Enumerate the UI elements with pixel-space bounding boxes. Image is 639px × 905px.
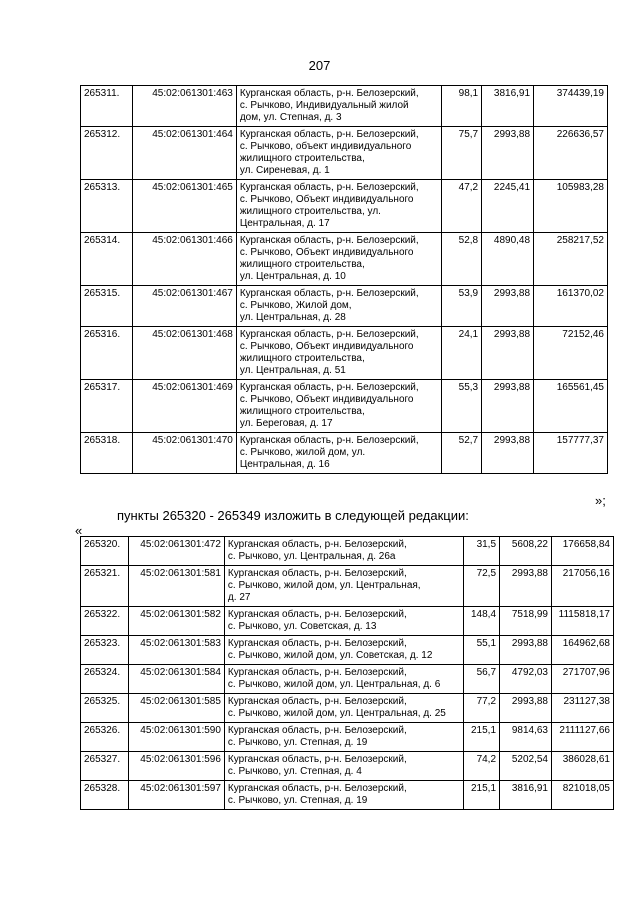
address-line: Курганская область, р-н. Белозерский, — [227, 568, 407, 579]
cadastral-value-cell: 217056,16 — [551, 566, 613, 607]
rate-cell: 2993,88 — [482, 127, 534, 180]
rate-cell: 2993,88 — [500, 636, 552, 665]
cadastral-value-cell: 176658,84 — [551, 537, 613, 566]
cadastral-number-cell: 45:02:061301:596 — [128, 752, 224, 781]
area-cell: 215,1 — [464, 723, 500, 752]
address-line: Курганская область, р-н. Белозерский, — [239, 329, 419, 340]
address-line: ул. Центральная, д. 28 — [239, 312, 346, 323]
address-line: ул. Береговая, д. 17 — [239, 418, 333, 429]
address-line: с. Рычково, Объект индивидуального — [239, 394, 414, 405]
area-cell: 74,2 — [464, 752, 500, 781]
cadastral-value-cell: 258217,52 — [534, 233, 608, 286]
address-line: Курганская область, р-н. Белозерский, — [239, 382, 419, 393]
cadastral-value-cell: 105983,28 — [534, 180, 608, 233]
cadastral-value-cell: 72152,46 — [534, 327, 608, 380]
address-cell — [224, 537, 463, 566]
table-row — [81, 636, 614, 665]
address-line: Центральная, д. 16 — [239, 459, 330, 470]
area-cell: 215,1 — [464, 781, 500, 810]
address-line: ул. Центральная, д. 51 — [239, 365, 346, 376]
row-number-cell: 265320. — [81, 537, 129, 566]
address-line: жилищного строительства, ул. — [239, 206, 381, 217]
row-number-cell: 265317. — [81, 380, 133, 433]
address-line: с. Рычково, жилой дом, ул. — [239, 447, 366, 458]
rate-cell: 2993,88 — [482, 433, 534, 474]
cadastral-number-cell: 45:02:061301:597 — [128, 781, 224, 810]
area-cell: 52,7 — [442, 433, 482, 474]
rate-cell: 5202,54 — [500, 752, 552, 781]
address-cell — [224, 665, 463, 694]
cadastral-number-cell: 45:02:061301:467 — [132, 286, 236, 327]
row-number-cell: 265316. — [81, 327, 133, 380]
row-number-cell: 265326. — [81, 723, 129, 752]
address-line: с. Рычково, жилой дом, ул. Центральная, д. 6 — [227, 679, 441, 690]
cadastral-number-cell: 45:02:061301:463 — [132, 86, 236, 127]
address-line: с. Рычково, ул. Степная, д. 4 — [227, 766, 362, 777]
closing-quote: »; — [595, 493, 606, 508]
address-line: с. Рычково, ул. Советская, д. 13 — [227, 621, 377, 632]
table-row — [81, 233, 608, 286]
address-line: с. Рычково, жилой дом, ул. Центральная, д. 25 — [227, 708, 446, 719]
cadastral-number-cell: 45:02:061301:468 — [132, 327, 236, 380]
row-number-cell: 265318. — [81, 433, 133, 474]
table-row — [81, 665, 614, 694]
cadastral-value-cell: 2111127,66 — [551, 723, 613, 752]
cadastral-value-table-1 — [80, 85, 608, 474]
rate-cell: 4890,48 — [482, 233, 534, 286]
address-line: Курганская область, р-н. Белозерский, — [227, 725, 407, 736]
rate-cell: 2993,88 — [500, 566, 552, 607]
area-cell: 53,9 — [442, 286, 482, 327]
cadastral-number-cell: 45:02:061301:472 — [128, 537, 224, 566]
address-line: ул. Центральная, д. 10 — [239, 271, 346, 282]
table-body — [81, 537, 614, 810]
address-cell — [236, 233, 441, 286]
row-number-cell: 265315. — [81, 286, 133, 327]
address-line: Курганская область, р-н. Белозерский, — [239, 182, 419, 193]
cadastral-number-cell: 45:02:061301:584 — [128, 665, 224, 694]
amendment-instruction: пункты 265320 - 265349 изложить в следующей редакции: — [117, 508, 469, 523]
area-cell: 77,2 — [464, 694, 500, 723]
address-cell — [236, 180, 441, 233]
rate-cell: 9814,63 — [500, 723, 552, 752]
area-cell: 55,3 — [442, 380, 482, 433]
table-row — [81, 286, 608, 327]
address-cell — [224, 694, 463, 723]
cadastral-number-cell: 45:02:061301:470 — [132, 433, 236, 474]
table-row — [81, 694, 614, 723]
cadastral-value-cell: 821018,05 — [551, 781, 613, 810]
address-line: жилищного строительства, — [239, 406, 365, 417]
area-cell: 72,5 — [464, 566, 500, 607]
rate-cell: 3816,91 — [482, 86, 534, 127]
cadastral-number-cell: 45:02:061301:466 — [132, 233, 236, 286]
rate-cell: 2993,88 — [482, 327, 534, 380]
address-line: Курганская область, р-н. Белозерский, — [227, 696, 407, 707]
address-cell — [224, 636, 463, 665]
address-line: с. Рычково, жилой дом, ул. Центральная, — [227, 580, 421, 591]
table-row — [81, 180, 608, 233]
cadastral-number-cell: 45:02:061301:582 — [128, 607, 224, 636]
rate-cell: 2993,88 — [482, 380, 534, 433]
cadastral-value-cell: 161370,02 — [534, 286, 608, 327]
address-cell — [224, 752, 463, 781]
rate-cell: 5608,22 — [500, 537, 552, 566]
table-row — [81, 723, 614, 752]
rate-cell: 4792,03 — [500, 665, 552, 694]
area-cell: 47,2 — [442, 180, 482, 233]
address-line: с. Рычково, ул. Степная, д. 19 — [227, 795, 368, 806]
cadastral-value-cell: 374439,19 — [534, 86, 608, 127]
address-line: с. Рычково, объект индивидуального — [239, 141, 412, 152]
table-row — [81, 537, 614, 566]
address-line: Курганская область, р-н. Белозерский, — [227, 539, 407, 550]
address-line: Курганская область, р-н. Белозерский, — [239, 288, 419, 299]
row-number-cell: 265324. — [81, 665, 129, 694]
cadastral-number-cell: 45:02:061301:464 — [132, 127, 236, 180]
address-line: с. Рычково, Объект индивидуального — [239, 341, 414, 352]
address-line: с. Рычково, ул. Степная, д. 19 — [227, 737, 368, 748]
address-line: жилищного строительства, — [239, 153, 365, 164]
address-line: Курганская область, р-н. Белозерский, — [227, 667, 407, 678]
address-line: Курганская область, р-н. Белозерский, — [239, 129, 419, 140]
cadastral-value-cell: 157777,37 — [534, 433, 608, 474]
row-number-cell: 265328. — [81, 781, 129, 810]
row-number-cell: 265327. — [81, 752, 129, 781]
address-line: с. Рычково, Жилой дом, — [239, 300, 352, 311]
address-line: жилищного строительства, — [239, 353, 365, 364]
row-number-cell: 265311. — [81, 86, 133, 127]
table-row — [81, 86, 608, 127]
cadastral-number-cell: 45:02:061301:590 — [128, 723, 224, 752]
cadastral-value-cell: 226636,57 — [534, 127, 608, 180]
area-cell: 75,7 — [442, 127, 482, 180]
address-line: с. Рычково, Индивидуальный жилой — [239, 100, 409, 111]
address-line: Курганская область, р-н. Белозерский, — [239, 435, 419, 446]
address-cell — [236, 86, 441, 127]
cadastral-value-table-2 — [80, 536, 614, 810]
address-line: дом, ул. Степная, д. 3 — [239, 112, 342, 123]
address-line: Курганская область, р-н. Белозерский, — [227, 638, 407, 649]
address-line: ул. Сиреневая, д. 1 — [239, 165, 330, 176]
table-row — [81, 327, 608, 380]
cadastral-value-cell: 271707,96 — [551, 665, 613, 694]
area-cell: 52,8 — [442, 233, 482, 286]
cadastral-number-cell: 45:02:061301:581 — [128, 566, 224, 607]
address-line: с. Рычково, ул. Центральная, д. 26а — [227, 551, 396, 562]
row-number-cell: 265314. — [81, 233, 133, 286]
cadastral-value-cell: 164962,68 — [551, 636, 613, 665]
area-cell: 56,7 — [464, 665, 500, 694]
address-cell — [236, 286, 441, 327]
area-cell: 98,1 — [442, 86, 482, 127]
area-cell: 24,1 — [442, 327, 482, 380]
area-cell: 31,5 — [464, 537, 500, 566]
cadastral-value-cell: 386028,61 — [551, 752, 613, 781]
row-number-cell: 265322. — [81, 607, 129, 636]
row-number-cell: 265321. — [81, 566, 129, 607]
cadastral-value-cell: 231127,38 — [551, 694, 613, 723]
address-line: с. Рычково, Объект индивидуального — [239, 247, 414, 258]
address-cell — [236, 127, 441, 180]
row-number-cell: 265323. — [81, 636, 129, 665]
table-row — [81, 380, 608, 433]
address-line: Центральная, д. 17 — [239, 218, 330, 229]
address-cell — [224, 723, 463, 752]
address-line: с. Рычково, жилой дом, ул. Советская, д. 12 — [227, 650, 433, 661]
cadastral-number-cell: 45:02:061301:583 — [128, 636, 224, 665]
table-row — [81, 752, 614, 781]
cadastral-number-cell: 45:02:061301:465 — [132, 180, 236, 233]
row-number-cell: 265312. — [81, 127, 133, 180]
rate-cell: 2993,88 — [482, 286, 534, 327]
address-line: с. Рычково, Объект индивидуального — [239, 194, 414, 205]
table-row — [81, 781, 614, 810]
table-row — [81, 433, 608, 474]
address-line: Курганская область, р-н. Белозерский, — [227, 783, 407, 794]
area-cell: 148,4 — [464, 607, 500, 636]
row-number-cell: 265325. — [81, 694, 129, 723]
address-line: Курганская область, р-н. Белозерский, — [227, 609, 407, 620]
table-row — [81, 127, 608, 180]
table-row — [81, 607, 614, 636]
address-line: Курганская область, р-н. Белозерский, — [239, 88, 419, 99]
rate-cell: 7518,99 — [500, 607, 552, 636]
address-line: жилищного строительства, — [239, 259, 365, 270]
address-line: Курганская область, р-н. Белозерский, — [239, 235, 419, 246]
address-cell — [236, 380, 441, 433]
rate-cell: 2245,41 — [482, 180, 534, 233]
address-cell — [224, 607, 463, 636]
page-number: 207 — [308, 58, 331, 73]
address-cell — [236, 327, 441, 380]
opening-quote: « — [75, 523, 83, 538]
address-cell — [236, 433, 441, 474]
rate-cell: 2993,88 — [500, 694, 552, 723]
address-line: д. 27 — [227, 592, 251, 603]
cadastral-value-cell: 1115818,17 — [551, 607, 613, 636]
cadastral-number-cell: 45:02:061301:585 — [128, 694, 224, 723]
rate-cell: 3816,91 — [500, 781, 552, 810]
address-line: Курганская область, р-н. Белозерский, — [227, 754, 407, 765]
cadastral-number-cell: 45:02:061301:469 — [132, 380, 236, 433]
table-body — [81, 86, 608, 474]
address-cell — [224, 781, 463, 810]
cadastral-value-cell: 165561,45 — [534, 380, 608, 433]
area-cell: 55,1 — [464, 636, 500, 665]
address-cell — [224, 566, 463, 607]
table-row — [81, 566, 614, 607]
row-number-cell: 265313. — [81, 180, 133, 233]
